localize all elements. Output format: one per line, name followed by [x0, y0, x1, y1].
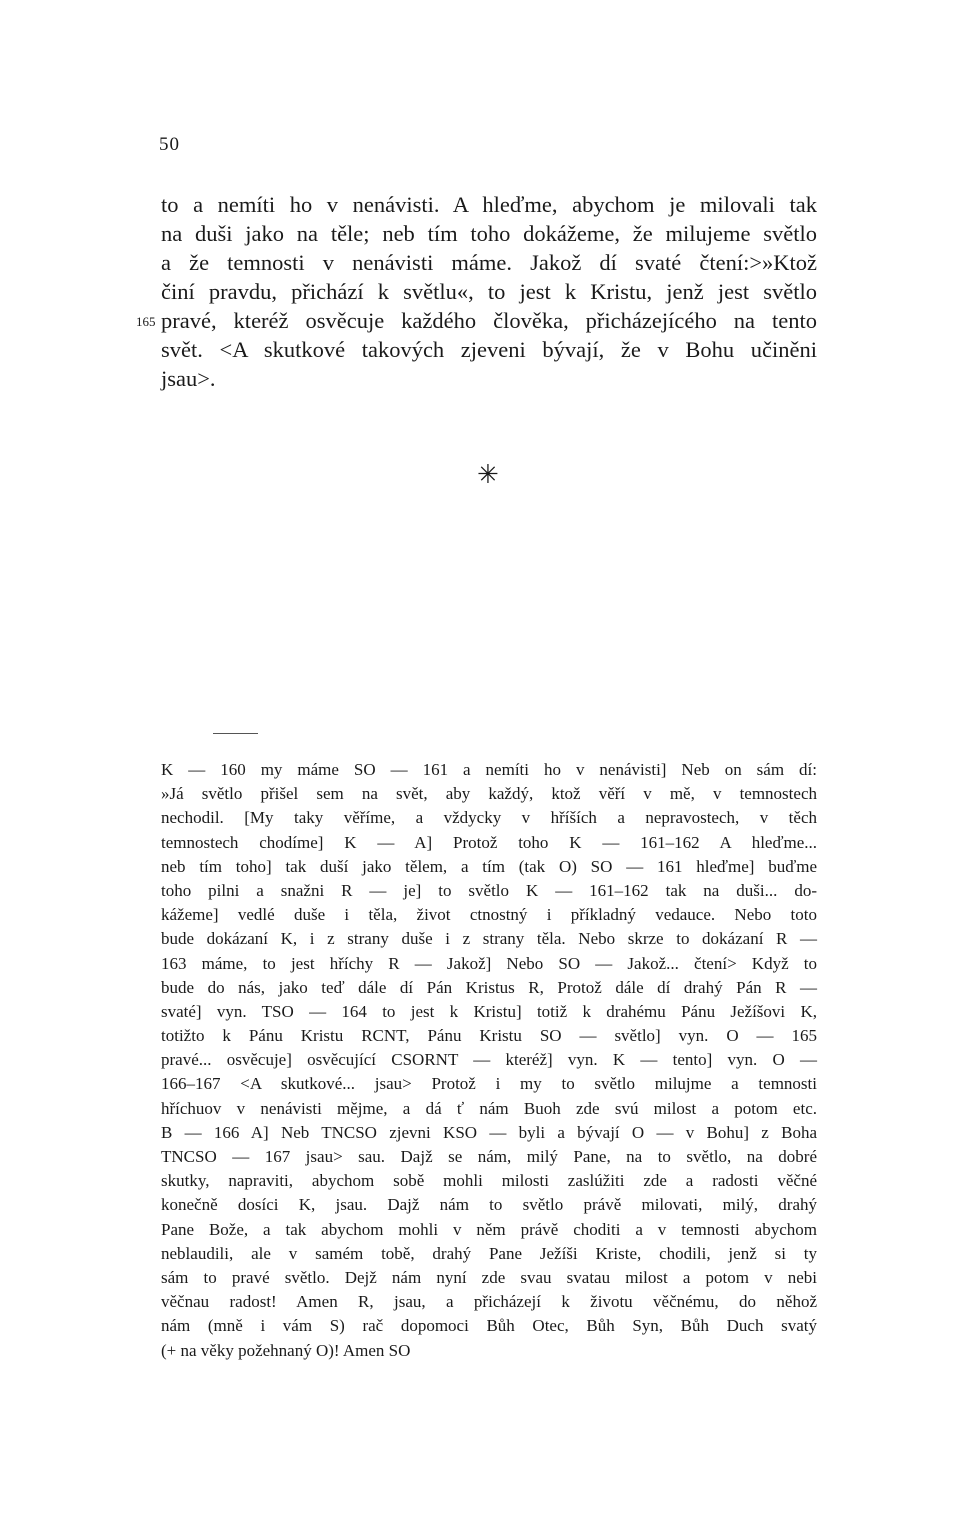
note-line: K — 160 my máme SO — 161 a nemíti ho v nenávisti] Neb on sám dí: — [161, 760, 817, 779]
note-line: bude dokázaní K, i z strany duše i z strany těla. Nebo skrze to dokázaní R — — [161, 929, 817, 949]
text-line: činí pravdu, přichází k světlu«, to jest k Kristu, jenž jest světlo — [161, 279, 817, 304]
main-text — [136, 190, 817, 393]
note-line: svaté] vyn. TSO — 164 to jest k Kristu] totiž k drahému Pánu Ježíšovi K, — [161, 1001, 817, 1021]
text-line-content: pravé, kteréž osvěcuje každého člověka, přicházejícého na tento — [161, 308, 817, 333]
note-line: neb tím toho] tak duší jako tělem, a tím (tak O) SO — 161 hleďme] buďme — [161, 856, 817, 876]
note-line: neblaudili, ale v samém tobě, drahý Pane Ježíši Kriste, chodili, jenž si ty — [161, 1243, 817, 1263]
asterism-separator: ✳ — [477, 460, 499, 490]
note-line: B — 166 A] Neb TNCSO zjevni KSO — byli a bývají O — v Bohu] z Boha — [161, 1122, 817, 1142]
text-line: na duši jako na těle; neb tím toho dokážeme, že milujeme světlo — [161, 221, 817, 246]
text-line: a že temnosti v nenávisti máme. Jakož dí svaté čtení:>»Ktož — [161, 250, 817, 275]
note-line: TNCSO — 167 jsau> sau. Dajž se nám, milý Pane, na to světlo, na dobré — [161, 1147, 817, 1166]
note-line: (+ na věky požehnaný O)! Amen SO — [161, 1340, 411, 1360]
note-line: »Já světlo přišel sem na svět, aby každý, ktož věří v mě, v temnostech — [161, 784, 817, 804]
note-line: 163 máme, to jest hříchy R — Jakož] Nebo SO — Jakož... čtení> Když to — [161, 953, 817, 973]
note-line: 166–167 <A skutkové... jsau> Protož i my to světlo milujme a temnosti — [161, 1074, 817, 1094]
text-line: jsau>. — [161, 366, 216, 391]
footnote-divider — [213, 733, 258, 734]
note-line: sám to pravé světlo. Dejž nám nyní zde svau svatau milost a potom v nebi — [161, 1267, 817, 1287]
note-line: konečně dosíci K, jsau. Dajž nám to světlo právě milovati, milý, drahý — [161, 1195, 817, 1215]
note-line: kážeme] vedlé duše i těla, život ctnostný i příkladný vedauce. Nebo toto — [161, 905, 817, 925]
note-line: temnostech chodíme] K — A] Protož toho K — 161–162 A hleďme... — [161, 832, 817, 852]
note-line: toho pilni a snažni R — je] to světlo K — 161–162 tak na duši... do- — [161, 880, 817, 900]
line-number-marker: 165 — [136, 314, 156, 329]
text-line-165 — [136, 306, 817, 335]
page-number: 50 — [159, 134, 180, 155]
critical-apparatus — [161, 758, 817, 1363]
text-line: svět. <A skutkové takových zjeveni bývají, že v Bohu učiněni — [161, 337, 817, 362]
note-line: nechodil. [My taky věříme, a vždycky v hříších a nepravostech, v těch — [161, 808, 817, 828]
text-line: to a nemíti ho v nenávisti. A hleďme, abychom je milovali tak — [161, 192, 817, 217]
note-line: Pane Bože, a tak abychom mohli v něm právě choditi a v temnosti abychom — [161, 1219, 817, 1239]
note-line: hříchuov v nenávisti mějme, a dá ť nám Buoh zde svú milost a potom etc. — [161, 1098, 817, 1118]
note-line: nám (mně i vám S) rač dopomoci Bůh Otec, Bůh Syn, Bůh Duch svatý — [161, 1316, 817, 1336]
note-line: totižto k Pánu Kristu RCNT, Pánu Kristu SO — světlo] vyn. O — 165 — [161, 1026, 817, 1046]
note-line: bude do nás, jako teď dále dí Pán Kristus R, Protož dále dí drahý Pán R — — [161, 977, 817, 997]
note-line: věčnau radost! Amen R, jsau, a přicházejí k životu věčnému, do něhož — [161, 1292, 817, 1312]
note-line: skutky, napraviti, abychom sobě mohli milosti zaslúžiti zde a radosti věčné — [161, 1171, 817, 1191]
note-line: pravé... osvěcuje] osvěcující CSORNT — kteréž] vyn. K — tento] vyn. O — — [161, 1050, 817, 1070]
